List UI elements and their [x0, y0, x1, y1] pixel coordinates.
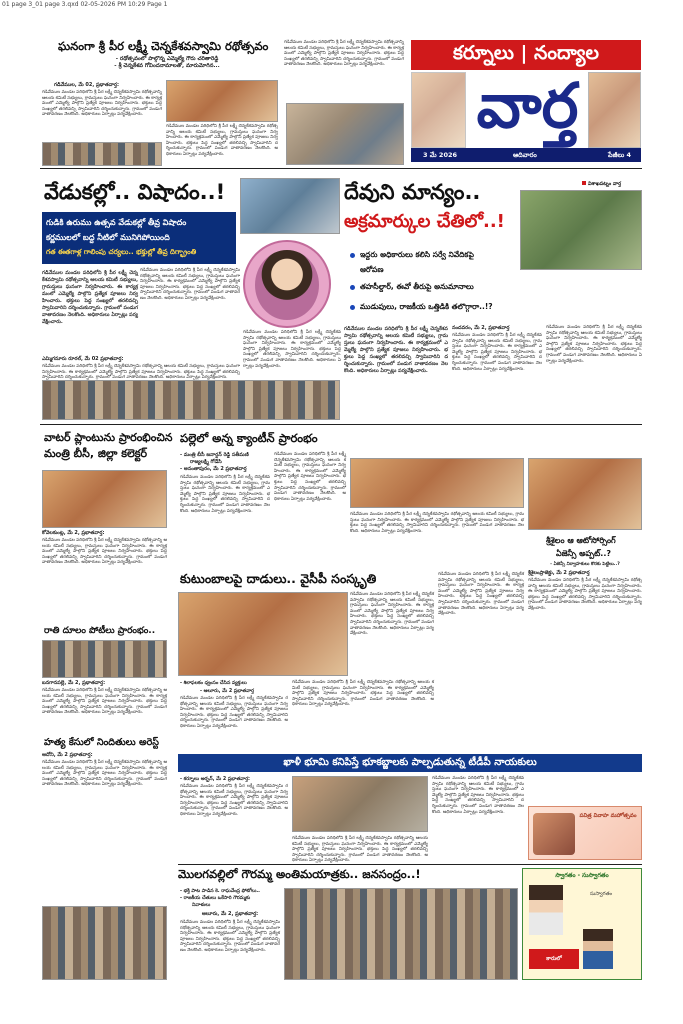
welcome-ad-name: కారులో	[546, 956, 562, 962]
water-plant-photo	[42, 470, 167, 528]
devuni-bullet-1-text: ఇద్దరు అధికారులు కలిసి సర్వే నివేదికపై	[360, 250, 474, 259]
bullet-dot-icon	[350, 305, 355, 310]
kutumbalapai-subhead-1: - శిలాఫలకం ధ్వంసం చేసిన వ్యక్తులు	[180, 681, 247, 686]
lead-headline: ఘనంగా శ్రీ పీర లక్ష్మీ చెన్నకేశవస్వామి రథోత్సవం	[58, 39, 269, 53]
vedukallo-photo-bottom	[42, 380, 340, 420]
rati-photo	[42, 640, 167, 678]
hatya-headline: హత్య కేసులో నిందితులు అరెస్ట్	[44, 737, 159, 748]
devuni-summary: గడివేముల మండల పరిధిలోని శ్రీ పీర లక్ష్మీ చెన్నకేశవస్వామి రథోత్సవాన్ని ఆలయ కమిటీ సభ్యులు, గ్రామస్తులు ఘనంగా నిర్వహించారు. ఈ కార్యక్రమంలో ఎమ్మెల్యే పాల్గొని ప్రత్యేక పూజలు నిర్వహించారు. భక్తులు పెద్ద సంఖ్యలో తరలివచ్చి స్వామివారిని దర్శించుకున్నారు. గ్రామంలో పండుగ వాతావరణం నెలకొంది. అధికారులు ఏర్పాట్లు పర్యవేక్షించారు.	[344, 326, 448, 374]
masthead-paper-name: వార్త	[476, 69, 579, 142]
srisailam-temple-photo	[528, 458, 642, 530]
vedukallo-body-2: గడివేముల మండల పరిధిలోని శ్రీ పీర లక్ష్మీ చెన్నకేశవస్వామి రథోత్సవాన్ని ఆలయ కమిటీ సభ్యులు, గ్రామస్తులు ఘనంగా నిర్వహించారు. ఈ కార్యక్రమంలో ఎమ్మెల్యే పాల్గొని ప్రత్యేక పూజలు నిర్వహించారు. భక్తులు పెద్ద సంఖ్యలో తరలివచ్చి స్వామివారిని దర్శించుకున్నారు. గ్రామంలో పండుగ వాతావరణం నెలకొంది. అధికారులు ఏర్పాట్లు పర్యవేక్షించారు.	[42, 364, 240, 381]
divider-bottom	[178, 864, 642, 865]
khali-subhead: - కర్నూలు అర్బన్, మే 2 ప్రభాతవార్త:	[180, 777, 250, 782]
kutumbalapai-photo	[178, 592, 348, 676]
kutumbalapai-body-3: గడివేముల మండల పరిధిలోని శ్రీ పీర లక్ష్మీ చెన్నకేశవస్వామి రథోత్సవాన్ని ఆలయ కమిటీ సభ్యులు, గ్రామస్తులు ఘనంగా నిర్వహించారు. ఈ కార్యక్రమంలో ఎమ్మెల్యే పాల్గొని ప్రత్యేక పూజలు నిర్వహించారు. భక్తులు పెద్ద సంఖ్యలో తరలివచ్చి స్వామివారిని దర్శించుకున్నారు. గ్రామంలో పండుగ వాతావరణం నెలకొంది. అధికారులు ఏర్పాట్లు పర్యవేక్షించారు.	[180, 696, 288, 729]
vedukallo-body-1: గడివేముల మండల పరిధిలోని శ్రీ పీర లక్ష్మీ చెన్నకేశవస్వామి రథోత్సవాన్ని ఆలయ కమిటీ సభ్యులు, గ్రామస్తులు ఘనంగా నిర్వహించారు. ఈ కార్యక్రమంలో ఎమ్మెల్యే పాల్గొని ప్రత్యేక పూజలు నిర్వహించారు. భక్తులు పెద్ద సంఖ్యలో తరలివచ్చి స్వామివారిని దర్శించుకున్నారు. గ్రామంలో పండుగ వాతావరణం నెలకొంది. అధికారులు ఏర్పాట్లు పర్యవేక్షించారు.	[140, 268, 240, 301]
masthead-day: ఆదివారం	[513, 151, 537, 159]
devuni-bullet-1	[350, 250, 540, 261]
divider-top	[40, 168, 642, 169]
devuni-bullet-2	[360, 265, 540, 276]
hatya-body: గడివేముల మండల పరిధిలోని శ్రీ పీర లక్ష్మీ చెన్నకేశవస్వామి రథోత్సవాన్ని ఆలయ కమిటీ సభ్యులు, గ్రామస్తులు ఘనంగా నిర్వహించారు. ఈ కార్యక్రమంలో ఎమ్మెల్యే పాల్గొని ప్రత్యేక పూజలు నిర్వహించారు. భక్తులు పెద్ద సంఖ్యలో తరలివచ్చి స్వామివారిని దర్శించుకున్నారు. గ్రామంలో పండుగ వాతావరణం నెలకొంది. అధికారులు ఏర్పాట్లు పర్యవేక్షించారు.	[42, 760, 167, 788]
devuni-body-1: గడివేముల మండల పరిధిలోని శ్రీ పీర లక్ష్మీ చెన్నకేశవస్వామి రథోత్సవాన్ని ఆలయ కమిటీ సభ్యులు, గ్రామస్తులు ఘనంగా నిర్వహించారు. ఈ కార్యక్రమంలో ఎమ్మెల్యే పాల్గొని ప్రత్యేక పూజలు నిర్వహించారు. భక్తులు పెద్ద సంఖ్యలో తరలివచ్చి స్వామివారిని దర్శించుకున్నారు. గ్రామంలో పండుగ వాతావరణం నెలకొంది. అధికారులు ఏర్పాట్లు పర్యవేక్షించారు.	[452, 333, 542, 372]
srisailam-headline-2: ఏజెన్సీ అప్పట్..?	[556, 549, 612, 558]
welcome-ad-photo-2	[583, 929, 613, 969]
devuni-bullet-2-text: ఆరోపణ	[360, 265, 384, 274]
welcome-ad	[522, 868, 642, 980]
masthead-edition-title: కర్నూలు | నంద్యాల	[453, 41, 599, 64]
divider-mid-1	[40, 424, 642, 425]
khali-body-2: గడివేముల మండల పరిధిలోని శ్రీ పీర లక్ష్మీ చెన్నకేశవస్వామి రథోత్సవాన్ని ఆలయ కమిటీ సభ్యులు, గ్రామస్తులు ఘనంగా నిర్వహించారు. ఈ కార్యక్రమంలో ఎమ్మెల్యే పాల్గొని ప్రత్యేక పూజలు నిర్వహించారు. భక్తులు పెద్ద సంఖ్యలో తరలివచ్చి స్వామివారిని దర్శించుకున్నారు. గ్రామంలో పండుగ వాతావరణం నెలకొంది. అధికారులు ఏర్పాట్లు పర్యవేక్షించారు.	[292, 836, 428, 864]
wedding-ad	[528, 806, 642, 860]
kutumbalapai-body-4: గడివేముల మండల పరిధిలోని శ్రీ పీర లక్ష్మీ చెన్నకేశవస్వామి రథోత్సవాన్ని ఆలయ కమిటీ సభ్యులు, గ్రామస్తులు ఘనంగా నిర్వహించారు. ఈ కార్యక్రమంలో ఎమ్మెల్యే పాల్గొని ప్రత్యేక పూజలు నిర్వహించారు. భక్తులు పెద్ద సంఖ్యలో తరలివచ్చి స్వామివారిని దర్శించుకున్నారు. గ్రామంలో పండుగ వాతావరణం నెలకొంది. అధికారులు ఏర్పాట్లు పర్యవేక్షించారు.	[292, 680, 434, 708]
devuni-label-dot	[582, 181, 586, 185]
welcome-ad-title: స్వాగతం - సుస్వాగతం	[555, 872, 609, 879]
canteen-subhead-3: - అనంతాపురం, మే 2 ప్రభాతవార్త	[180, 466, 247, 472]
devuni-headline-2: అక్రమార్కుల చేతిలో..!	[344, 211, 505, 232]
khali-body-1: గడివేముల మండల పరిధిలోని శ్రీ పీర లక్ష్మీ చెన్నకేశవస్వామి రథోత్సవాన్ని ఆలయ కమిటీ సభ్యులు, గ్రామస్తులు ఘనంగా నిర్వహించారు. ఈ కార్యక్రమంలో ఎమ్మెల్యే పాల్గొని ప్రత్యేక పూజలు నిర్వహించారు. భక్తులు పెద్ద సంఖ్యలో తరలివచ్చి స్వామివారిని దర్శించుకున్నారు. గ్రామంలో పండుగ వాతావరణం నెలకొంది. అధికారులు ఏర్పాట్లు పర్యవేక్షించారు.	[180, 784, 288, 817]
lead-photo-chariot	[166, 80, 278, 122]
rati-dateline: బనగానపల్లె, మే 2, ప్రభాతవార్త:	[42, 680, 106, 686]
canteen-photo-banner	[350, 458, 524, 508]
lead-body-1: గడివేముల మండల పరిధిలోని శ్రీ పీర లక్ష్మీ చెన్నకేశవస్వామి రథోత్సవాన్ని ఆలయ కమిటీ సభ్యులు, గ్రామస్తులు ఘనంగా నిర్వహించారు. ఈ కార్యక్రమంలో ఎమ్మెల్యే పాల్గొని ప్రత్యేక పూజలు నిర్వహించారు. భక్తులు పెద్ద సంఖ్యలో తరలివచ్చి స్వామివారిని దర్శించుకున్నారు. గ్రామంలో పండుగ వాతావరణం నెలకొంది. అధికారులు ఏర్పాట్లు పర్యవేక్షించారు.	[42, 90, 162, 118]
srisailam-dateline: శ్రీశైలంప్రాజెక్టు, మే 2 ప్రభాతవార్త	[528, 570, 590, 576]
srisailam-headline: శ్రీశైలం ఆ ఆటోసోర్సింగ్	[546, 536, 616, 545]
devuni-bullet-3	[350, 282, 560, 293]
rati-headline: రాతి దూలం పోటీలు ప్రారంభం..	[44, 626, 156, 636]
vedukallo-sub2: కర్ణములలో బద్ద నీటిలో మునిగిపోయింది	[46, 233, 170, 242]
vedukallo-subhead-box	[42, 212, 236, 264]
welcome-ad-badge	[529, 949, 579, 969]
devuni-bullet-4-text: ముడుపులు, రాజకీయ ఒత్తిడికి తలొగ్గారా..!?	[360, 302, 493, 311]
molagavalli-body: గడివేముల మండల పరిధిలోని శ్రీ పీర లక్ష్మీ చెన్నకేశవస్వామి రథోత్సవాన్ని ఆలయ కమిటీ సభ్యులు, గ్రామస్తులు ఘనంగా నిర్వహించారు. ఈ కార్యక్రమంలో ఎమ్మెల్యే పాల్గొని ప్రత్యేక పూజలు నిర్వహించారు. భక్తులు పెద్ద సంఖ్యలో తరలివచ్చి స్వామివారిని దర్శించుకున్నారు. గ్రామంలో పండుగ వాతావరణం నెలకొంది. అధికారులు ఏర్పాట్లు పర్యవేక్షించారు.	[180, 920, 280, 953]
devuni-bullet-3-text: తహసీల్దార్, ఈవో తీరుపై అనుమానాలు	[360, 282, 474, 291]
print-header: 01 page 3_01 page 3.qxd 02-05-2026 PM 10:29 Page 1	[0, 0, 683, 10]
vedukallo-portrait-frame	[243, 240, 331, 328]
wedding-ad-photo	[533, 813, 575, 855]
hatya-dateline: ఆదోని, మే 2 ప్రభాతవార్త:	[42, 752, 93, 758]
canteen-body-1: గడివేముల మండల పరిధిలోని శ్రీ పీర లక్ష్మీ చెన్నకేశవస్వామి రథోత్సవాన్ని ఆలయ కమిటీ సభ్యులు, గ్రామస్తులు ఘనంగా నిర్వహించారు. ఈ కార్యక్రమంలో ఎమ్మెల్యే పాల్గొని ప్రత్యేక పూజలు నిర్వహించారు. భక్తులు పెద్ద సంఖ్యలో తరలివచ్చి స్వామివారిని దర్శించుకున్నారు. గ్రామంలో పండుగ వాతావరణం నెలకొంది. అధికారులు ఏర్పాట్లు పర్యవేక్షించారు.	[180, 475, 270, 514]
khali-body-3: గడివేముల మండల పరిధిలోని శ్రీ పీర లక్ష్మీ చెన్నకేశవస్వామి రథోత్సవాన్ని ఆలయ కమిటీ సభ్యులు, గ్రామస్తులు ఘనంగా నిర్వహించారు. ఈ కార్యక్రమంలో ఎమ్మెల్యే పాల్గొని ప్రత్యేక పూజలు నిర్వహించారు. భక్తులు పెద్ద సంఖ్యలో తరలివచ్చి స్వామివారిని దర్శించుకున్నారు. గ్రామంలో పండుగ వాతావరణం నెలకొంది. అధికారులు ఏర్పాట్లు పర్యవేక్షించారు.	[432, 776, 524, 815]
vedukallo-headline: వేడుకల్లో.. విషాదం..!	[44, 180, 226, 204]
lead-photo-left	[42, 142, 162, 166]
lead-body-3: గడివేముల మండల పరిధిలోని శ్రీ పీర లక్ష్మీ చెన్నకేశవస్వామి రథోత్సవాన్ని ఆలయ కమిటీ సభ్యులు, గ్రామస్తులు ఘనంగా నిర్వహించారు. ఈ కార్యక్రమంలో ఎమ్మెల్యే పాల్గొని ప్రత్యేక పూజలు నిర్వహించారు. భక్తులు పెద్ద సంఖ్యలో తరలివచ్చి స్వామివారిని దర్శించుకున్నారు. గ్రామంలో పండుగ వాతావరణం నెలకొంది. అధికారులు ఏర్పాట్లు పర్యవేక్షించారు.	[284, 40, 404, 68]
wedding-ad-title: పవిత్ర వివాహ మహోత్సవం	[579, 813, 637, 819]
lead-photo-right	[286, 103, 404, 165]
vedukallo-sub-headline: గుడికి ఉరుము ఉత్సవ వేడుకల్లో తీవ్ర విషాదం	[46, 218, 187, 227]
molagavalli-subhead-1: - భక్తి పాట పాడిన కె. రాఘవేంద్ర ఫోటోలు..	[180, 889, 261, 894]
kutumbalapai-body-2: గడివేముల మండల పరిధిలోని శ్రీ పీర లక్ష్మీ చెన్నకేశవస్వామి రథోత్సవాన్ని ఆలయ కమిటీ సభ్యులు, గ్రామస్తులు ఘనంగా నిర్వహించారు. ఈ కార్యక్రమంలో ఎమ్మెల్యే పాల్గొని ప్రత్యేక పూజలు నిర్వహించారు. భక్తులు పెద్ద సంఖ్యలో తరలివచ్చి స్వామివారిని దర్శించుకున్నారు. గ్రామంలో పండుగ వాతావరణం నెలకొంది. అధికారులు ఏర్పాట్లు పర్యవేక్షించారు.	[438, 572, 524, 617]
khali-photo	[292, 776, 428, 832]
devuni-dateline: నందవరం, మే 2, ప్రభాతవార్త	[452, 325, 510, 331]
devuni-label	[582, 181, 621, 188]
lead-dateline: గడివేముల, మే 02, ప్రభాతవార్త:	[54, 82, 120, 88]
molagavalli-subhead-2: - రాజకీయ చేతులు ఒకేసారి గౌరమ్మకు	[180, 896, 251, 901]
vedukallo-sub3: గత ఈతగాళ్ల గాలింపు చర్యలు.. భక్తుల్లో తీవ్ర దిగ్భ్రాంతి	[46, 248, 197, 256]
masthead-date-strip	[411, 148, 641, 162]
masthead-page-label: పేజీలు 4	[607, 151, 631, 159]
lead-subhead-2: - శ్రీ చెన్నకేశవ గోవిందనామాలతో, మారుమోగిన...	[114, 63, 220, 69]
devuni-label-text: విశాఖపట్నం వార్త	[588, 181, 622, 187]
vedukallo-dateline: ఎమ్మిగనూరు రూరల్, మే 02 ప్రభాతవార్త:	[42, 356, 124, 362]
water-plant-headline-2: మంత్రి బీసీ, జిల్లా కలెక్టర్	[44, 447, 148, 460]
khali-headline-bar	[178, 754, 642, 772]
molagavalli-photo	[284, 888, 518, 980]
hatya-photo	[42, 906, 167, 980]
devuni-bullet-4	[350, 302, 590, 313]
kutumbalapai-subhead-2: - ఆలూరు, మే 2 ప్రభాతవార్త	[200, 689, 255, 694]
srisailam-sub: - ఏజెన్సీ నిర్వాహకులు కొరకు పెట్టిలు..?	[550, 562, 620, 567]
welcome-ad-photo-1	[529, 885, 563, 935]
srisailam-body: గడివేముల మండల పరిధిలోని శ్రీ పీర లక్ష్మీ చెన్నకేశవస్వామి రథోత్సవాన్ని ఆలయ కమిటీ సభ్యులు, గ్రామస్తులు ఘనంగా నిర్వహించారు. ఈ కార్యక్రమంలో ఎమ్మెల్యే పాల్గొని ప్రత్యేక పూజలు నిర్వహించారు. భక్తులు పెద్ద సంఖ్యలో తరలివచ్చి స్వామివారిని దర్శించుకున్నారు. గ్రామంలో పండుగ వాతావరణం నెలకొంది. అధికారులు ఏర్పాట్లు పర్యవేక్షించారు.	[528, 578, 642, 611]
bullet-dot-icon	[350, 285, 355, 290]
water-plant-dateline: కోవెలకుంట్ల, మే 2, ప్రభాతవార్త:	[42, 530, 105, 536]
canteen-body-3: గడివేముల మండల పరిధిలోని శ్రీ పీర లక్ష్మీ చెన్నకేశవస్వామి రథోత్సవాన్ని ఆలయ కమిటీ సభ్యులు, గ్రామస్తులు ఘనంగా నిర్వహించారు. ఈ కార్యక్రమంలో ఎమ్మెల్యే పాల్గొని ప్రత్యేక పూజలు నిర్వహించారు. భక్తులు పెద్ద సంఖ్యలో తరలివచ్చి స్వామివారిని దర్శించుకున్నారు. గ్రామంలో పండుగ వాతావరణం నెలకొంది. అధికారులు ఏర్పాట్లు పర్యవేక్షించారు.	[350, 512, 524, 534]
molagavalli-dateline: ఆలూరు, మే 2, ప్రభాతవార్త:	[201, 911, 259, 917]
water-plant-headline: వాటర్ ప్లాంటును ప్రారంభించిన	[44, 431, 173, 444]
rati-body: గడివేముల మండల పరిధిలోని శ్రీ పీర లక్ష్మీ చెన్నకేశవస్వామి రథోత్సవాన్ని ఆలయ కమిటీ సభ్యులు, గ్రామస్తులు ఘనంగా నిర్వహించారు. ఈ కార్యక్రమంలో ఎమ్మెల్యే పాల్గొని ప్రత్యేక పూజలు నిర్వహించారు. భక్తులు పెద్ద సంఖ్యలో తరలివచ్చి స్వామివారిని దర్శించుకున్నారు. గ్రామంలో పండుగ వాతావరణం నెలకొంది. అధికారులు ఏర్పాట్లు పర్యవేక్షించారు.	[42, 688, 167, 716]
vedukallo-photo-water	[240, 178, 340, 234]
lead-body-2: గడివేముల మండల పరిధిలోని శ్రీ పీర లక్ష్మీ చెన్నకేశవస్వామి రథోత్సవాన్ని ఆలయ కమిటీ సభ్యులు, గ్రామస్తులు ఘనంగా నిర్వహించారు. ఈ కార్యక్రమంలో ఎమ్మెల్యే పాల్గొని ప్రత్యేక పూజలు నిర్వహించారు. భక్తులు పెద్ద సంఖ్యలో తరలివచ్చి స్వామివారిని దర్శించుకున్నారు. గ్రామంలో పండుగ వాతావరణం నెలకొంది. అధికారులు ఏర్పాట్లు పర్యవేక్షించారు.	[166, 124, 278, 157]
molagavalli-subhead-3: నివాళులు	[192, 903, 211, 908]
vedukallo-summary: గడివేముల మండల పరిధిలోని శ్రీ పీర లక్ష్మీ చెన్నకేశవస్వామి రథోత్సవాన్ని ఆలయ కమిటీ సభ్యులు, గ్రామస్తులు ఘనంగా నిర్వహించారు. ఈ కార్యక్రమంలో ఎమ్మెల్యే పాల్గొని ప్రత్యేక పూజలు నిర్వహించారు. భక్తులు పెద్ద సంఖ్యలో తరలివచ్చి స్వామివారిని దర్శించుకున్నారు. గ్రామంలో పండుగ వాతావరణం నెలకొంది. అధికారులు ఏర్పాట్లు పర్యవేక్షించారు.	[42, 270, 138, 325]
vedukallo-portrait-photo	[255, 250, 319, 320]
canteen-subhead-1: - మంత్రి బీసీ జనార్దన్ రెడ్డి సతీమణి	[180, 452, 249, 458]
welcome-ad-sub: సుస్వాగతం	[589, 891, 613, 897]
water-plant-body: గడివేముల మండల పరిధిలోని శ్రీ పీర లక్ష్మీ చెన్నకేశవస్వామి రథోత్సవాన్ని ఆలయ కమిటీ సభ్యులు, గ్రామస్తులు ఘనంగా నిర్వహించారు. ఈ కార్యక్రమంలో ఎమ్మెల్యే పాల్గొని ప్రత్యేక పూజలు నిర్వహించారు. భక్తులు పెద్ద సంఖ్యలో తరలివచ్చి స్వామివారిని దర్శించుకున్నారు. గ్రామంలో పండుగ వాతావరణం నెలకొంది. అధికారులు ఏర్పాట్లు పర్యవేక్షించారు.	[42, 538, 167, 566]
devuni-body-2: గడివేముల మండల పరిధిలోని శ్రీ పీర లక్ష్మీ చెన్నకేశవస్వామి రథోత్సవాన్ని ఆలయ కమిటీ సభ్యులు, గ్రామస్తులు ఘనంగా నిర్వహించారు. ఈ కార్యక్రమంలో ఎమ్మెల్యే పాల్గొని ప్రత్యేక పూజలు నిర్వహించారు. భక్తులు పెద్ద సంఖ్యలో తరలివచ్చి స్వామివారిని దర్శించుకున్నారు. గ్రామంలో పండుగ వాతావరణం నెలకొంది. అధికారులు ఏర్పాట్లు పర్యవేక్షించారు.	[546, 325, 642, 364]
lead-subhead-1: - రథోత్సవంలో పాల్గొన్న ఎమ్మెల్యే గౌరు చరితారెడ్డి	[115, 56, 219, 62]
kutumbalapai-body-1: గడివేముల మండల పరిధిలోని శ్రీ పీర లక్ష్మీ చెన్నకేశవస్వామి రథోత్సవాన్ని ఆలయ కమిటీ సభ్యులు, గ్రామస్తులు ఘనంగా నిర్వహించారు. ఈ కార్యక్రమంలో ఎమ్మెల్యే పాల్గొని ప్రత్యేక పూజలు నిర్వహించారు. భక్తులు పెద్ద సంఖ్యలో తరలివచ్చి స్వామివారిని దర్శించుకున్నారు. గ్రామంలో పండుగ వాతావరణం నెలకొంది. అధికారులు ఏర్పాట్లు పర్యవేక్షించారు.	[350, 592, 434, 637]
kutumbalapai-headline: కుటుంబాలపై దాడులు.. వైసీపీ సంస్కృతి	[180, 571, 377, 586]
vedukallo-body-3: గడివేముల మండల పరిధిలోని శ్రీ పీర లక్ష్మీ చెన్నకేశవస్వామి రథోత్సవాన్ని ఆలయ కమిటీ సభ్యులు, గ్రామస్తులు ఘనంగా నిర్వహించారు. ఈ కార్యక్రమంలో ఎమ్మెల్యే పాల్గొని ప్రత్యేక పూజలు నిర్వహించారు. భక్తులు పెద్ద సంఖ్యలో తరలివచ్చి స్వామివారిని దర్శించుకున్నారు. గ్రామంలో పండుగ వాతావరణం నెలకొంది. అధికారులు ఏర్పాట్లు పర్యవేక్షించారు.	[243, 330, 341, 369]
bullet-dot-icon	[350, 253, 355, 258]
canteen-body-2: గడివేముల మండల పరిధిలోని శ్రీ పీర లక్ష్మీ చెన్నకేశవస్వామి రథోత్సవాన్ని ఆలయ కమిటీ సభ్యులు, గ్రామస్తులు ఘనంగా నిర్వహించారు. ఈ కార్యక్రమంలో ఎమ్మెల్యే పాల్గొని ప్రత్యేక పూజలు నిర్వహించారు. భక్తులు పెద్ద సంఖ్యలో తరలివచ్చి స్వామివారిని దర్శించుకున్నారు. గ్రామంలో పండుగ వాతావరణం నెలకొంది. అధికారులు ఏర్పాట్లు పర్యవేక్షించారు.	[274, 452, 346, 502]
devuni-headline: దేవుని మాన్యం..	[344, 180, 481, 204]
masthead-date: 3 మే 2026	[423, 151, 458, 159]
molagavalli-headline: మొలగవల్లిలో గౌరమ్మ అంతిమయాత్రకు.. జనసంద్రం..!	[178, 867, 421, 881]
canteen-headline: పల్లెలో అన్న క్యాంటీన్ ప్రారంభం	[180, 431, 318, 445]
canteen-subhead-2: రాజ్యలక్ష్మి గోడేసి	[190, 459, 222, 465]
khali-headline: ఖాళీ భూమి కనిపిస్తే భూకబ్జాలకు పాల్పడుతున్న టీడీపీ నాయకులు	[283, 757, 537, 768]
